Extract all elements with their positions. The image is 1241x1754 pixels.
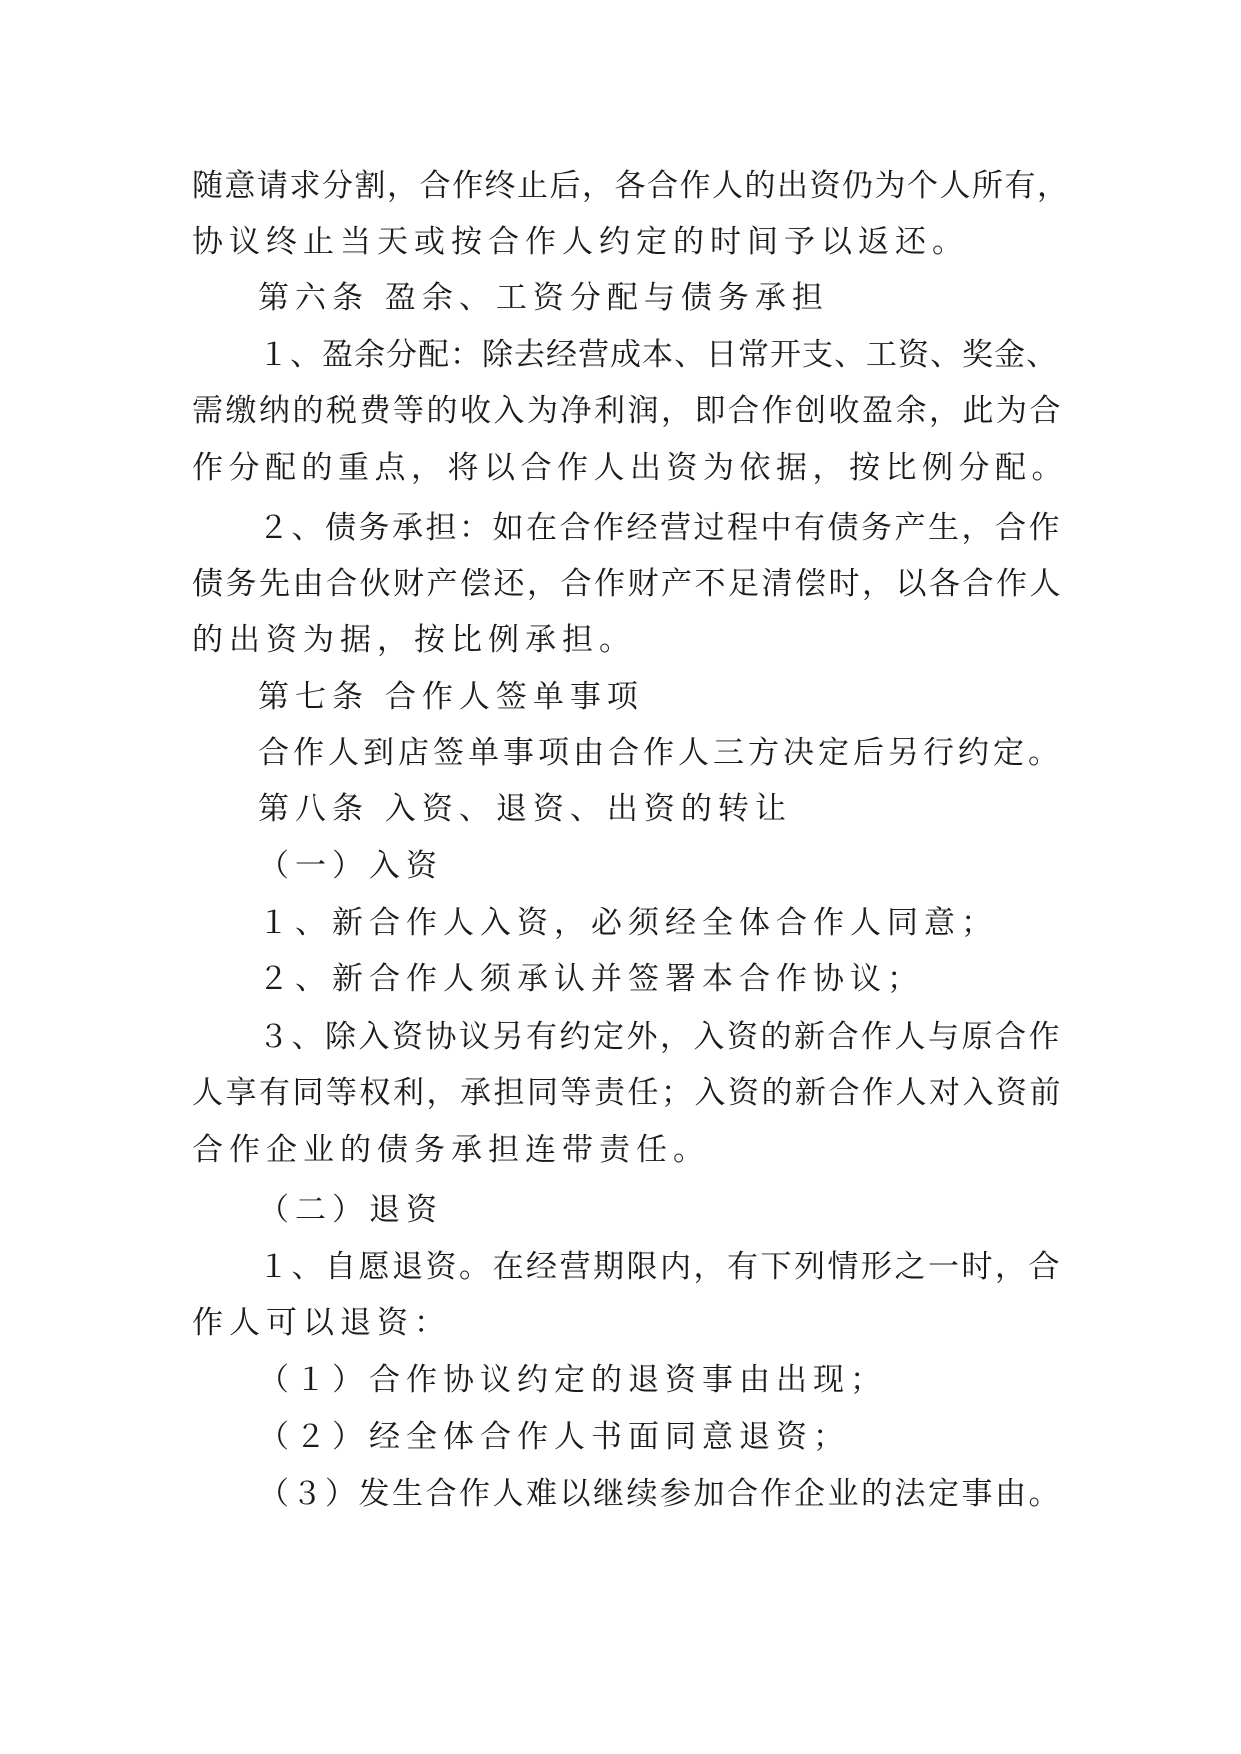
paragraph-line: 协议终止当天或按合作人约定的时间予以返还。	[192, 224, 969, 260]
paragraph-line: 需缴纳的税费等的收入为净利润，即合作创收盈余，此为合	[192, 393, 1063, 429]
paragraph-line: 合作企业的债务承担连带责任。	[192, 1132, 710, 1168]
list-item: （３）发生合作人难以继续参加合作企业的法定事由。	[258, 1476, 1062, 1512]
paragraph-line: 的出资为据，按比例承担。	[192, 622, 636, 658]
subsection-heading: （一）入资	[258, 848, 443, 884]
section-heading-article-8: 第八条 入资、退资、出资的转让	[258, 791, 792, 827]
list-item: （２）经全体合作人书面同意退资；	[258, 1419, 850, 1455]
paragraph-line: １、自愿退资。在经营期限内，有下列情形之一时，合	[258, 1249, 1062, 1285]
paragraph-line: 随意请求分割，合作终止后，各合作人的出资仍为个人所有，	[192, 168, 1070, 204]
list-item: （１）合作协议约定的退资事由出现；	[258, 1362, 887, 1398]
paragraph-line: ３、除入资协议另有约定外，入资的新合作人与原合作	[258, 1019, 1062, 1055]
paragraph-line: ２、新合作人须承认并签署本合作协议；	[258, 961, 924, 997]
paragraph-line: ２、债务承担：如在合作经营过程中有债务产生，合作	[258, 510, 1062, 546]
paragraph-line: 人享有同等权利，承担同等责任；入资的新合作人对入资前	[192, 1075, 1063, 1111]
paragraph-line: 作分配的重点，将以合作人出资为依据，按比例分配。	[192, 450, 1068, 486]
paragraph-line: 作人可以退资：	[192, 1305, 451, 1341]
section-heading-article-7: 第七条 合作人签单事项	[258, 679, 644, 715]
section-heading-article-6: 第六条 盈余、工资分配与债务承担	[258, 280, 829, 316]
subsection-heading: （二）退资	[258, 1192, 443, 1228]
paragraph-line: １、新合作人入资，必须经全体合作人同意；	[258, 905, 998, 941]
paragraph-line: １、盈余分配：除去经营成本、日常开支、工资、奖金、	[258, 337, 1058, 373]
paragraph-line: 合作人到店签单事项由合作人三方决定后另行约定。	[258, 735, 1063, 771]
paragraph-line: 债务先由合伙财产偿还，合作财产不足清偿时，以各合作人	[192, 566, 1063, 602]
